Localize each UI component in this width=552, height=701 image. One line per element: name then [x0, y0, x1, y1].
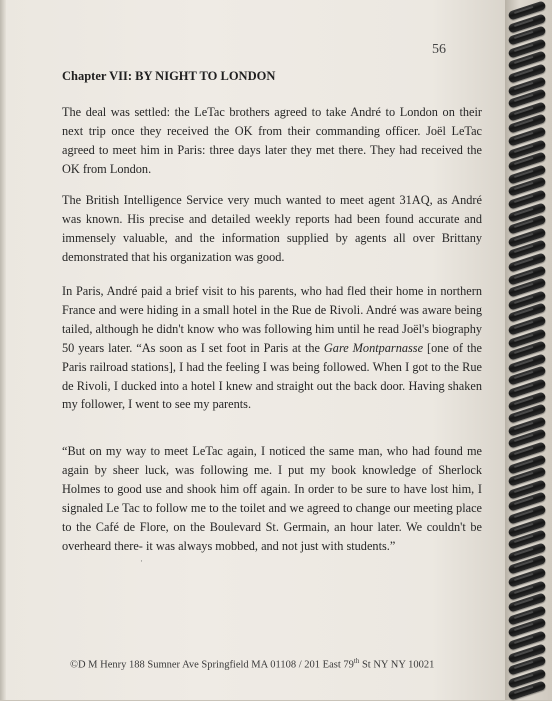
- footer-superscript: th: [353, 657, 360, 665]
- spiral-binding: [505, 0, 552, 700]
- footer-address-end: St NY NY 10021: [359, 659, 435, 671]
- scan-edge: [0, 0, 6, 700]
- paragraph-2: The British Intelligence Service very much wanted to meet agent 31AQ, as André was known. His precise and detailed weekly reports had been found accurate and immensely valuable, and the information supplied by agents all over Brittany demonstrated that his organization was good.: [62, 193, 482, 264]
- page-number: 56: [432, 42, 446, 57]
- paragraph-3-text-end: [one of the Paris railroad stations], I had the feeling I was being followed. When I got to the Rue de Rivoli, I ducked into a hotel I knew and straight out the back door. Having shaken my follower, I went to see my parents.: [62, 340, 482, 412]
- page-footer: [70, 657, 490, 671]
- footer-address: ©D M Henry 188 Sumner Ave Springfield MA 01108 / 201 East 79: [70, 659, 354, 671]
- paragraph-4: “But on my way to meet LeTac again, I noticed the same man, who had found me again by sheer luck, was following me. I put my book knowledge of Sherlock Holmes to good use and shook him off again. In order to be sure to have lost him, I signaled Le Tac to follow me to the toilet and we agreed to change our meeting place to the Café de Flore, on the Boulevard St. Germain, an hour later. We couldn't be overheard there- it was always mobbed, and not just with students.”: [62, 444, 482, 553]
- paragraph-3-text-start: In Paris, André paid a brief visit to his parents, who had fled their home in northern France and were hiding in a small hotel in the Rue de Rivoli. André was aware being tailed, although he didn't know who was following him until he read Joël's biography 50 years later. “As soon as I set foot in Paris at the: [62, 284, 482, 355]
- chapter-title: Chapter VII: BY NIGHT TO LONDON: [62, 69, 276, 83]
- paragraph-1: The deal was settled: the LeTac brothers agreed to take André to London on their next trip once they received the OK from their commanding officer. Joël LeTac agreed to meet him in Paris: three days later they met there. They had received the OK from London.: [62, 105, 482, 176]
- paragraph-3-italic: Gare Montparnasse: [323, 340, 424, 355]
- scan-speck: ·: [140, 556, 143, 566]
- paragraph-3: [62, 282, 482, 414]
